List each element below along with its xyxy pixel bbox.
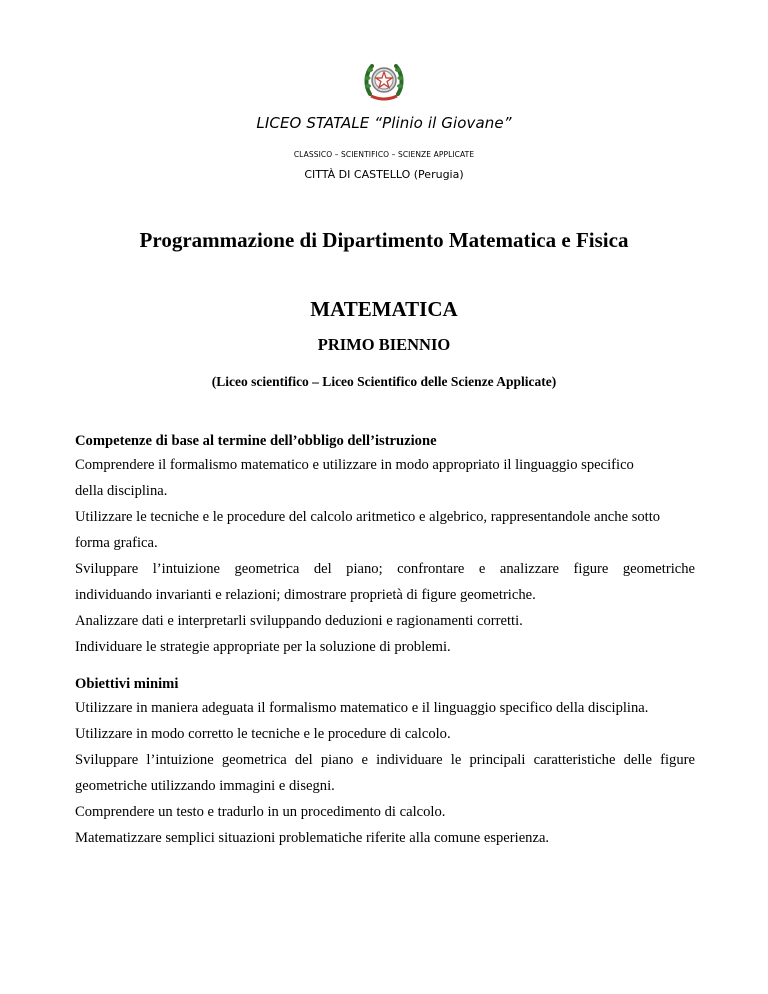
body-line: Utilizzare in maniera adeguata il formalismo matematico e il linguaggio specifico della disciplina. [75,700,649,716]
school-name: LICEO STATALE “Plinio il Giovane” [256,114,512,132]
school-city: CITTÀ DI CASTELLO (Perugia) [304,168,464,181]
body-line: Analizzare dati e interpretarli sviluppando deduzioni e ragionamenti corretti. [75,613,523,629]
level-heading: PRIMO BIENNIO [317,335,451,354]
body-line: Sviluppare l’intuizione geometrica del piano; confrontare e analizzare figure geometriche [75,561,695,577]
section-body [75,452,695,660]
obiettivi-section [75,673,695,851]
body-line: Utilizzare le tecniche e le procedure del calcolo aritmetico e algebrico, rappresentandole anche sotto [75,509,661,525]
scope-note: (Liceo scientifico – Liceo Scientifico delle Scienze Applicate) [211,374,557,389]
body-line: geometriche utilizzando immagini e disegni. [75,778,335,794]
section-body [75,695,695,851]
section-heading: Obiettivi minimi [75,676,179,692]
italian-republic-emblem-icon [361,58,407,104]
section-heading: Competenze di base al termine dell’obbligo dell’istruzione [75,433,437,449]
body-line: forma grafica. [75,535,158,551]
body-line: Comprendere un testo e tradurlo in un procedimento di calcolo. [75,804,446,820]
body-line: Matematizzare semplici situazioni problematiche riferite alla comune esperienza. [75,830,550,846]
body-line: Individuare le strategie appropriate per la soluzione di problemi. [75,639,451,655]
body-line: della disciplina. [75,483,168,499]
body-line: Sviluppare l’intuizione geometrica del piano e individuare le principali caratteristiche delle figure [75,752,695,768]
body-line: Comprendere il formalismo matematico e utilizzare in modo appropriato il linguaggio specifico [75,457,634,473]
competenze-section [75,430,695,660]
subject-heading: MATEMATICA [310,297,458,321]
body-line: Utilizzare in modo corretto le tecniche e le procedure di calcolo. [75,726,451,742]
school-subtitle: CLASSICO – SCIENTIFICO – SCIENZE APPLICATE [293,150,475,159]
body-line: individuando invarianti e relazioni; dimostrare proprietà di figure geometriche. [75,587,536,603]
document-title: Programmazione di Dipartimento Matematica e Fisica [139,228,629,252]
